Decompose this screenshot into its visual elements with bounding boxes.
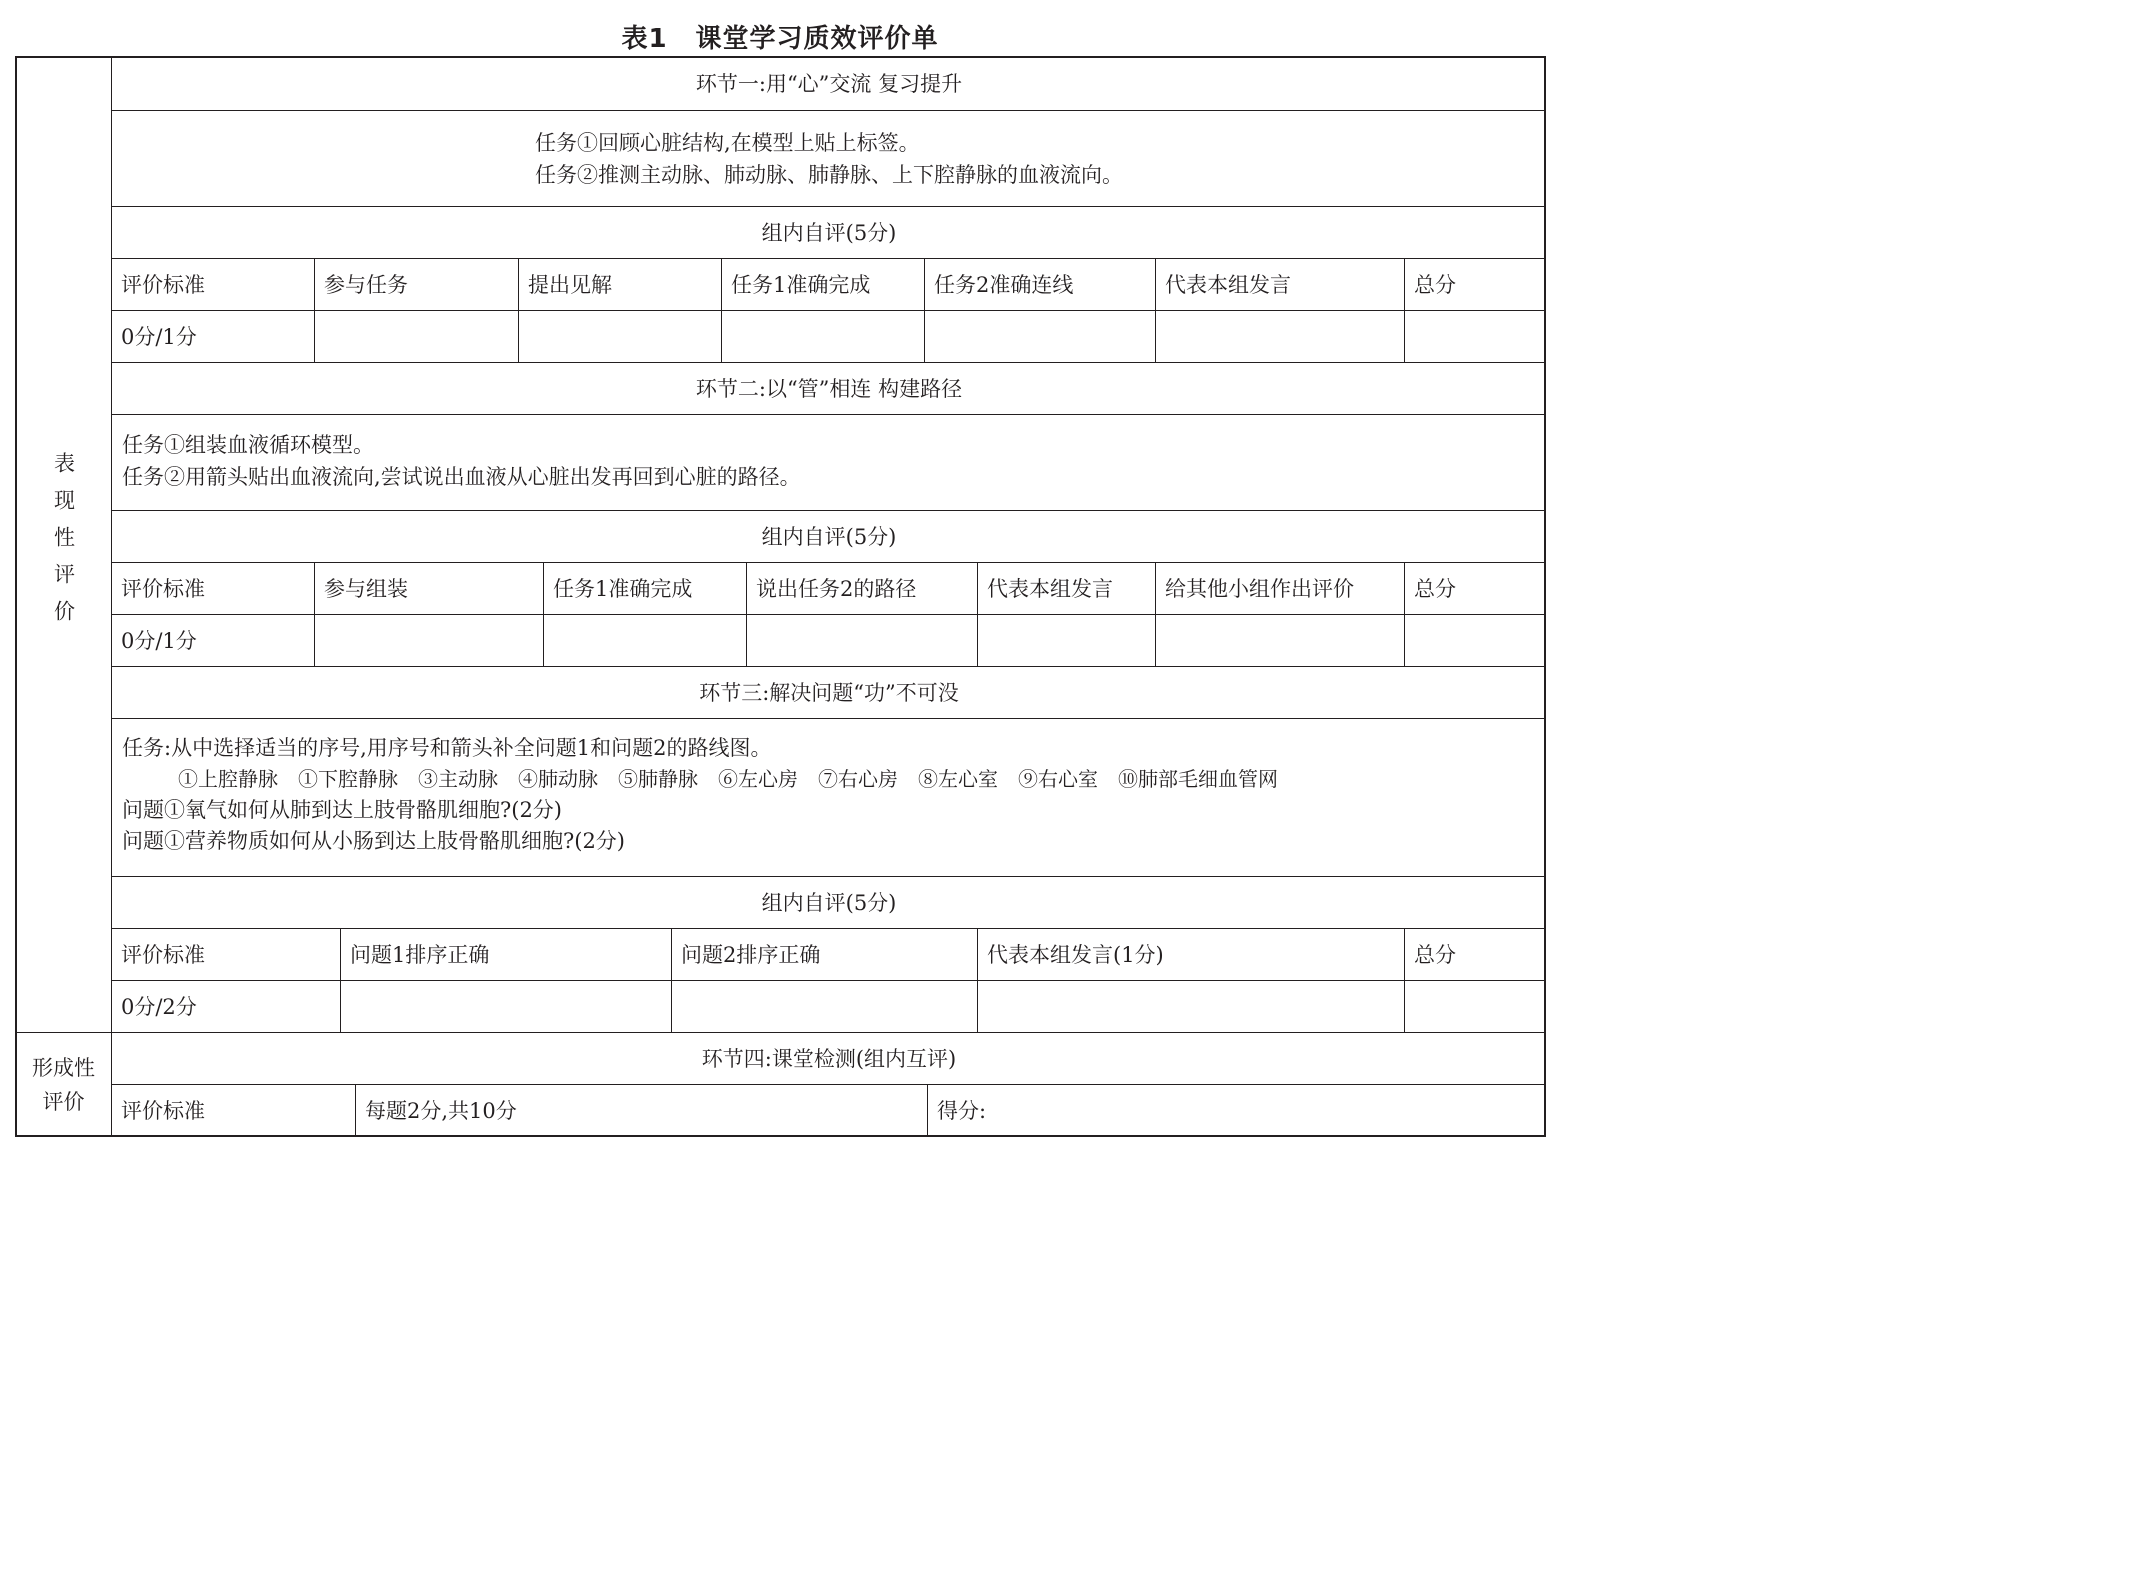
stage3-tasks bbox=[111, 718, 1546, 876]
stage1-header-task2: 任务2准确连线 bbox=[924, 258, 1155, 310]
stage4-heading: 环节四:课堂检测(组内互评) bbox=[111, 1032, 1546, 1084]
stage1-tasks bbox=[111, 110, 1546, 206]
stage2-score-cell[interactable] bbox=[746, 614, 977, 666]
stage3-score-cell[interactable] bbox=[671, 980, 977, 1032]
stage3-options: ①上腔静脉 ①下腔静脉 ③主动脉 ④肺动脉 ⑤肺静脉 ⑥左心房 ⑦右心房 ⑧左心室 ⑨右心室 ⑩肺部毛细血管网 bbox=[178, 767, 1278, 791]
stage3-header-criteria: 评价标准 bbox=[111, 928, 340, 980]
stage2-score-cell[interactable] bbox=[1155, 614, 1404, 666]
table-caption: 课堂学习质效评价单 bbox=[695, 24, 939, 54]
stage2-header-task1: 任务1准确完成 bbox=[543, 562, 746, 614]
stage2-header-path: 说出任务2的路径 bbox=[746, 562, 977, 614]
stage2-header-speak: 代表本组发言 bbox=[977, 562, 1155, 614]
stage1-score-cell[interactable] bbox=[924, 310, 1155, 362]
stage3-score-cell[interactable] bbox=[977, 980, 1404, 1032]
stage4-score-field[interactable]: 得分: bbox=[927, 1084, 1546, 1137]
stage2-total-cell[interactable] bbox=[1404, 614, 1546, 666]
stage1-header-criteria: 评价标准 bbox=[111, 258, 314, 310]
stage1-score-cell[interactable] bbox=[1155, 310, 1404, 362]
stage1-score-scale: 0分/1分 bbox=[111, 310, 314, 362]
stage2-self-eval: 组内自评(5分) bbox=[111, 510, 1546, 562]
stage2-task-2: 任务②用箭头贴出血液流向,尝试说出血液从心脏出发再回到心脏的路径。 bbox=[122, 465, 801, 489]
stage1-task-1: 任务①回顾心脏结构,在模型上贴上标签。 bbox=[535, 130, 920, 155]
stage3-score-scale: 0分/2分 bbox=[111, 980, 340, 1032]
stage1-score-cell[interactable] bbox=[314, 310, 518, 362]
formative-line1: 形成性 bbox=[32, 1056, 95, 1080]
stage2-score-cell[interactable] bbox=[977, 614, 1155, 666]
stage1-heading: 环节一:用“心”交流 复习提升 bbox=[111, 56, 1546, 110]
stage2-header-peer: 给其他小组作出评价 bbox=[1155, 562, 1404, 614]
stage1-score-cell[interactable] bbox=[518, 310, 721, 362]
stage2-task-1: 任务①组装血液循环模型。 bbox=[122, 433, 374, 457]
evaluation-table bbox=[15, 56, 1546, 1137]
stage2-score-scale: 0分/1分 bbox=[111, 614, 314, 666]
stage3-header-q1: 问题1排序正确 bbox=[340, 928, 671, 980]
stage2-heading: 环节二:以“管”相连 构建路径 bbox=[111, 362, 1546, 414]
table-number: 表1 bbox=[621, 24, 668, 54]
formative-eval-label bbox=[15, 1032, 111, 1137]
stage1-self-eval: 组内自评(5分) bbox=[111, 206, 1546, 258]
stage1-task-2: 任务②推测主动脉、肺动脉、肺静脉、上下腔静脉的血液流向。 bbox=[535, 162, 1123, 187]
stage3-self-eval: 组内自评(5分) bbox=[111, 876, 1546, 928]
formative-line2: 评价 bbox=[42, 1090, 85, 1114]
stage1-header-task1: 任务1准确完成 bbox=[721, 258, 924, 310]
stage3-task: 任务:从中选择适当的序号,用序号和箭头补全问题1和问题2的路线图。 bbox=[122, 736, 772, 760]
stage3-total-cell[interactable] bbox=[1404, 980, 1546, 1032]
stage1-header-insight: 提出见解 bbox=[518, 258, 721, 310]
stage1-score-cell[interactable] bbox=[721, 310, 924, 362]
stage4-criteria-label: 评价标准 bbox=[111, 1084, 355, 1137]
stage2-header-assemble: 参与组装 bbox=[314, 562, 543, 614]
stage1-header-speak: 代表本组发言 bbox=[1155, 258, 1404, 310]
stage3-heading: 环节三:解决问题“功”不可没 bbox=[111, 666, 1546, 718]
stage3-question-2: 问题①营养物质如何从小肠到达上肢骨骼肌细胞?(2分) bbox=[122, 829, 626, 853]
stage2-header-total: 总分 bbox=[1404, 562, 1546, 614]
stage1-total-cell[interactable] bbox=[1404, 310, 1546, 362]
stage1-header-total: 总分 bbox=[1404, 258, 1546, 310]
stage3-header-total: 总分 bbox=[1404, 928, 1546, 980]
stage2-header-criteria: 评价标准 bbox=[111, 562, 314, 614]
stage3-header-speak: 代表本组发言(1分) bbox=[977, 928, 1404, 980]
stage2-score-cell[interactable] bbox=[314, 614, 543, 666]
stage2-tasks bbox=[111, 414, 1546, 510]
stage3-score-cell[interactable] bbox=[340, 980, 671, 1032]
stage3-question-1: 问题①氧气如何从肺到达上肢骨骼肌细胞?(2分) bbox=[122, 798, 563, 822]
stage3-header-q2: 问题2排序正确 bbox=[671, 928, 977, 980]
stage2-score-cell[interactable] bbox=[543, 614, 746, 666]
stage1-header-participate: 参与任务 bbox=[314, 258, 518, 310]
stage4-criteria-value: 每题2分,共10分 bbox=[355, 1084, 927, 1137]
performance-eval-label: 表现性评价 bbox=[15, 56, 111, 1032]
table-title bbox=[0, 18, 1560, 55]
